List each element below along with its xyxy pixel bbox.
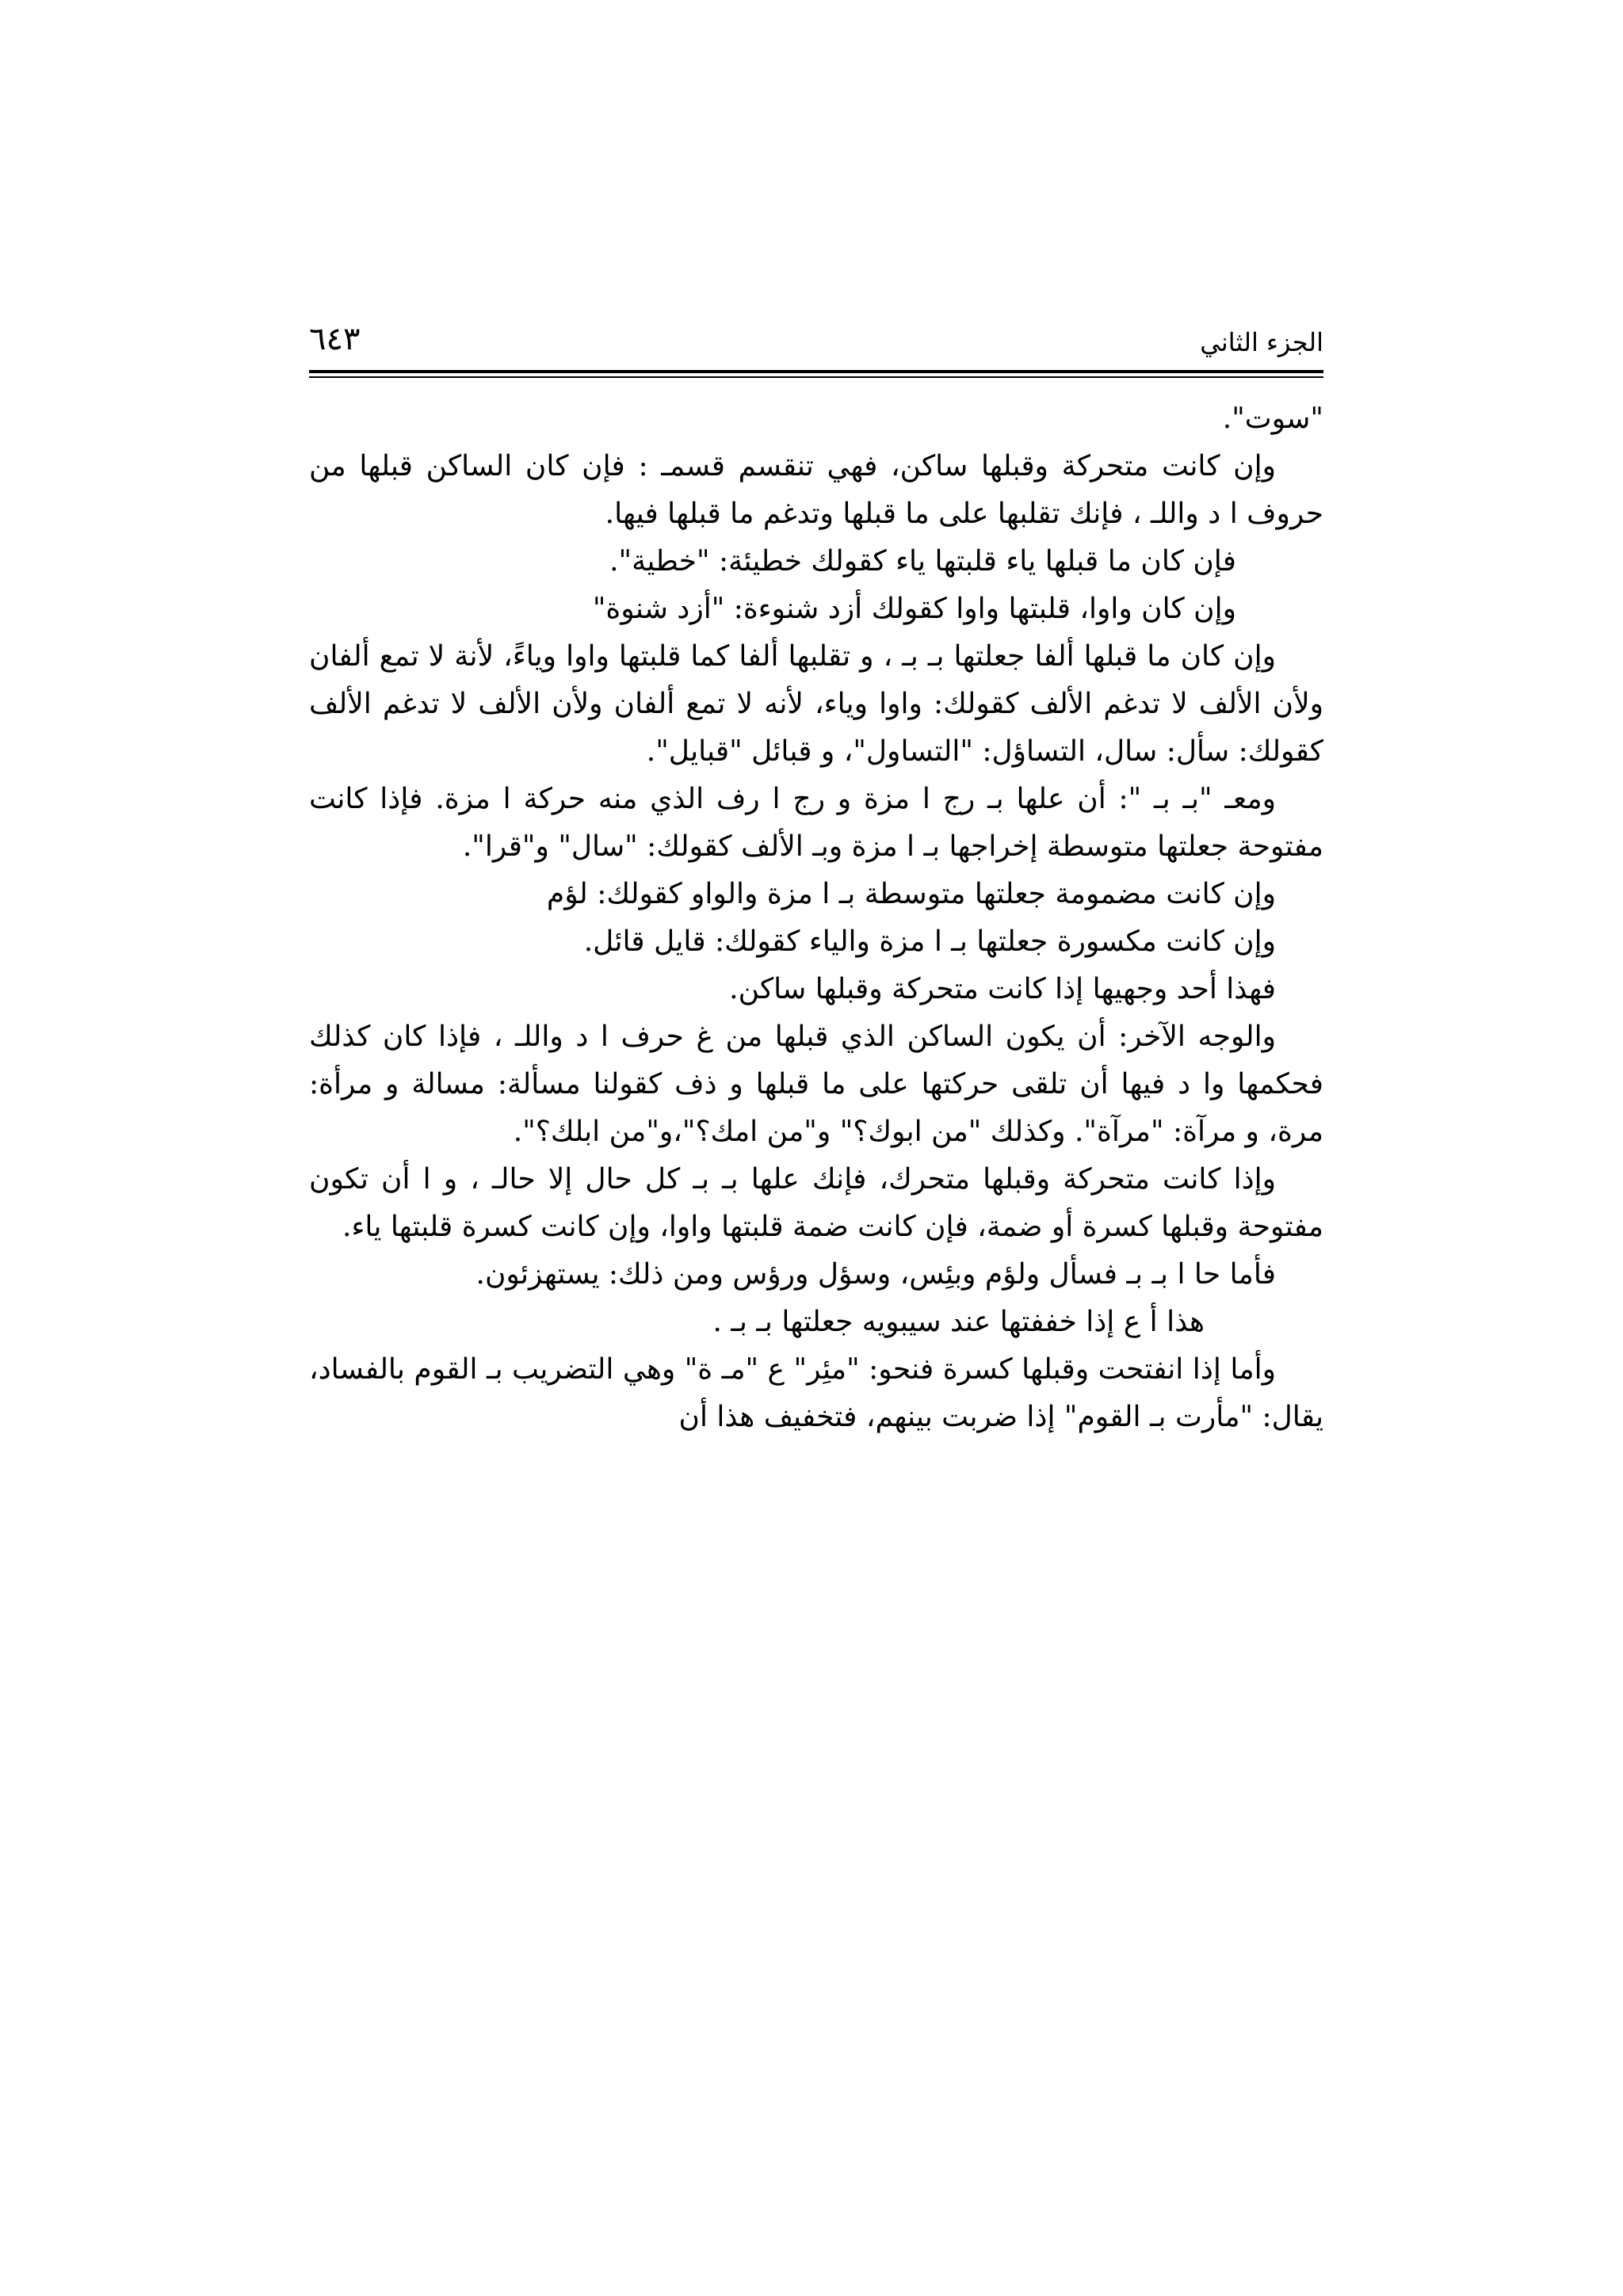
paragraph: وأما إذا انفتحت وقبلها كسرة فنحو: "مئِر" ع "مـ ة" وهي التضريب بـ القوم بالفساد، يقال: "مأرت بـ القوم" إذا ضربت بينهم، فتخفيف هذا أن: [309, 1353, 1323, 1433]
document-page: [309, 313, 1323, 2056]
paragraph: وإن كانت متحركة وقبلها ساكن، فهي تنقسم قسمـ : فإن كان الساكن قبلها من حروف ا د واللـ ، فإنك تقلبها على ما قبلها وتدغم ما قبلها فيها.: [309, 450, 1323, 530]
header-rule-thin: [309, 376, 1323, 378]
paragraph: "سوت".: [1222, 402, 1323, 435]
paragraph: فهذا أحد وجهيها إذا كانت متحركة وقبلها ساكن.: [729, 973, 1276, 1005]
page-number: ٦٤٣: [309, 321, 361, 357]
paragraph: ومعـ "بـ بـ ": أن علها بـ رج ا مزة و رج ا رف الذي منه حركة ا مزة. فإذا كانت مفتوحة جعلتها متوسطة إخراجها بـ ا مزة وبـ الألف كقولك: "سال" و"قرا".: [309, 783, 1323, 863]
paragraph: وإن كان ما قبلها ألفا جعلتها بـ بـ ، و تقلبها ألفا كما قلبتها واوا وياءً، لأنة لا تمع ألفان ولأن الألف لا تدغم الألف كقولك: واوا وياء، لأنه لا تمع ألفان ولأن الألف لا تدغم الألف كقولك: سأل: سال، التساؤل: "التساول"، و قبائل "قبايل".: [309, 640, 1323, 768]
paragraph: وإن كانت مكسورة جعلتها بـ ا مزة والياء كقولك: قايل قائل.: [583, 925, 1276, 958]
paragraph: وإن كانت مضمومة جعلتها متوسطة بـ ا مزة والواو كقولك: لؤم: [546, 878, 1276, 910]
paragraph: فإن كان ما قبلها ياء قلبتها ياء كقولك خطيئة: "خطية".: [609, 545, 1236, 578]
paragraph: فأما حا ا بـ بـ فسأل ولؤم وبئِس، وسؤل ورؤس ومن ذلك: يستهزئون.: [475, 1258, 1276, 1291]
running-header-title: الجزء الثاني: [1200, 327, 1323, 357]
paragraph: وإذا كانت متحركة وقبلها متحرك، فإنك علها بـ بـ كل حال إلا حالـ ، و ا أن تكون مفتوحة وقبلها كسرة أو ضمة، فإن كانت ضمة قلبتها واوا، وإن كانت كسرة قلبتها ياء.: [309, 1163, 1323, 1243]
paragraph: وإن كان واوا، قلبتها واوا كقولك أزد شنوءة: "أزد شنوة": [592, 593, 1236, 625]
page-header: [309, 313, 1323, 370]
paragraph: والوجه الآخر: أن يكون الساكن الذي قبلها من غ حرف ا د واللـ ، فإذا كان كذلك فحكمها وا د فيها أن تلقى حركتها على ما قبلها و ذف كقولنا مسألة: مسالة و مرأة: مرة، و مرآة: "مرآة". وكذلك "من ابوك؟" و"من امك؟"،و"من ابلك؟".: [309, 1020, 1323, 1148]
body-text: [309, 395, 1323, 1441]
paragraph: هذا أ ع إذا خففتها عند سيبويه جعلتها بـ بـ .: [712, 1306, 1205, 1338]
header-rule-thick: [309, 370, 1323, 373]
